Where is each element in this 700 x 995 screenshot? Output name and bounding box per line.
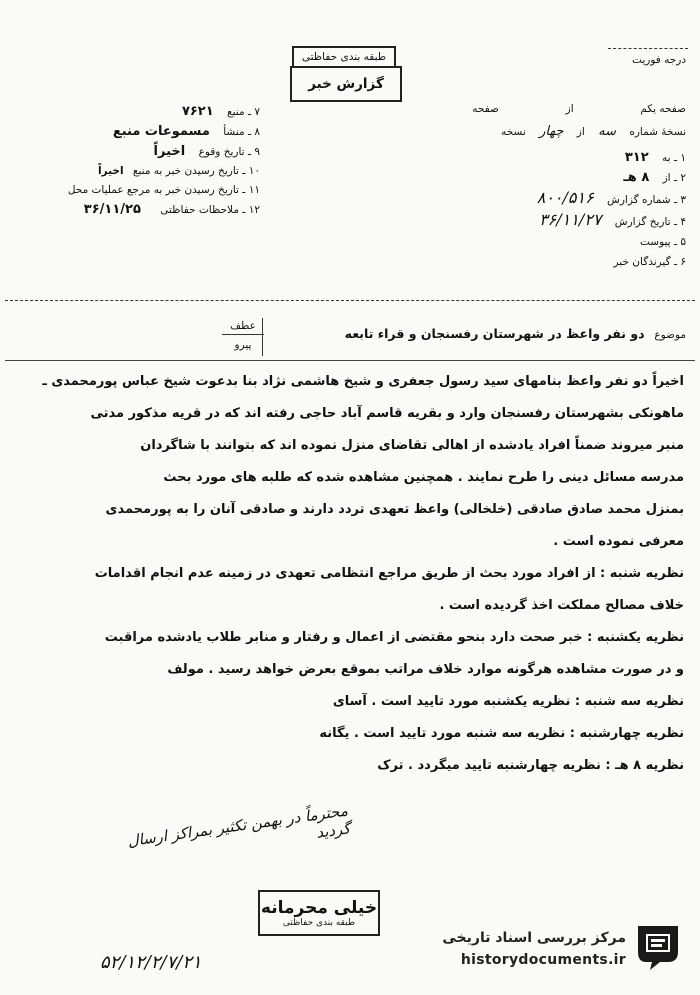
copy-total: چهار [539, 124, 564, 139]
field-security-notes [20, 200, 260, 220]
field-label: پیوست [639, 236, 671, 248]
field-num: ۴ ـ [673, 216, 686, 228]
copy-value: سه [598, 124, 616, 139]
page-line [426, 103, 686, 115]
field-recipients [386, 252, 686, 272]
body-line: نظریه شنبه : از افراد مورد بحث از طریق مراجع انتظامی تعهدی در زمینه عدم انجام اقدامات [94, 566, 684, 581]
field-report-number [386, 188, 686, 210]
field-value: ۳۱۲ [624, 150, 649, 165]
field-source [20, 102, 260, 122]
field-num: ۱ ـ [673, 152, 686, 164]
classification-stamp-top: طبقه بندی حفاظتی [292, 46, 396, 68]
field-value: ۳۶/۱۱/۲۷ [539, 210, 602, 229]
body-line: نظریه ۸ هـ : نظریه چهارشنبه تایید میگردد . ترک [377, 758, 684, 773]
body-line: ماهونکی بشهرستان رفسنجان وارد و بقریه قاسم آباد حاجی رفته اند که در قریه مذکور مدتی [90, 406, 684, 421]
field-num: ۱۲ ـ [242, 204, 260, 216]
field-num: ۳ ـ [673, 194, 686, 206]
body-line: مدرسه مسائل دینی را طرح نمایند . همچنین مشاهده شده که طلبه های مورد بحث [163, 470, 684, 485]
field-label: تاریخ رسیدن خبر به مرجع عملیات محل [67, 184, 239, 196]
field-label: تاریخ وقوع [198, 146, 245, 158]
page-from: از [565, 103, 574, 115]
reference-box [222, 320, 264, 351]
field-label: ملاحظات حفاظتی [160, 204, 239, 216]
subject-line [206, 326, 686, 341]
copy-suffix: نسخه [501, 126, 526, 138]
body-line: معرفی نموده است . [553, 534, 684, 549]
copy-label: نسخهٔ شماره [629, 126, 686, 138]
field-label: گیرندگان خبر [613, 256, 671, 268]
field-num: ۱۰ ـ [242, 165, 260, 177]
field-label: شماره گزارش [607, 194, 671, 206]
field-label: به [662, 152, 671, 164]
field-value: ۸ هـ [623, 170, 650, 185]
body-line: و در صورت مشاهده هرگونه موارد خلاف مراتب بموقع بعرض خواهد رسید . مولف [167, 662, 684, 677]
field-num: ۷ ـ [247, 106, 260, 118]
field-report-date [386, 210, 686, 232]
subject-label: موضوع [654, 329, 686, 341]
body-line: اخیراً دو نفر واعظ بنامهای سید رسول جعفری و شیخ هاشمی نژاد بنا بدعوت شیخ عباس پورمحمدی ـ [42, 374, 684, 389]
reference-divider [262, 318, 263, 356]
subject-text: دو نفر واعظ در شهرستان رفسنجان و قراء تابعه [344, 326, 645, 341]
field-value: اخیراً [153, 144, 186, 159]
field-occurrence-date [20, 142, 260, 162]
header-divider [5, 300, 695, 301]
field-num: ۹ ـ [247, 146, 260, 158]
classification-stamp-bottom [258, 890, 380, 936]
page-suffix: صفحه [472, 103, 499, 115]
reference-label: عطف [222, 320, 264, 335]
body-line: بمنزل محمد صادق صادقی (خلخالی) واعظ تعهدی تردد دارند و صادقی آنان را به پورمحمدی [105, 502, 684, 517]
field-value: اخیراً [97, 165, 124, 177]
field-value: ۷۶۲۱ [181, 104, 214, 119]
field-num: ۲ ـ [673, 172, 686, 184]
body-line: نظریه چهارشنبه : نظریه سه شنبه مورد تایید است . یگانه [319, 726, 684, 741]
watermark-url: historydocuments.ir [460, 952, 626, 968]
handwritten-note: محترماً در بهمن تکثیر بمراکز ارسال گردید [126, 801, 352, 851]
field-num: ۵ ـ [673, 236, 686, 248]
right-fields [386, 148, 686, 272]
field-label: منشأ [223, 126, 245, 138]
followup-label: پیرو [234, 339, 252, 351]
field-num: ۱۱ ـ [242, 184, 260, 196]
body-line: نظریه یکشنبه : خبر صحت دارد بنحو مقتضی از اعمال و رفتار و منابر طلاب یادشده مراقبت [104, 630, 684, 645]
field-to [386, 148, 686, 168]
field-value: مسموعات منبع [112, 124, 210, 139]
copy-line [406, 124, 686, 139]
field-label: از [662, 172, 671, 184]
report-type-stamp: گزارش خبر [290, 66, 402, 102]
page-label: صفحه یکم [640, 103, 686, 115]
field-num: ۶ ـ [673, 256, 686, 268]
field-value: ۸۰۰/۵۱۶ [536, 188, 594, 207]
field-operations-receipt-date [20, 181, 260, 200]
classification-level: خیلی محرمانه [260, 898, 378, 918]
watermark-title: مرکز بررسی اسناد تاریخی [442, 930, 626, 946]
body-line: نظریه سه شنبه : نظریه یکشنبه مورد تایید است . آسای [332, 694, 684, 709]
priority-divider [608, 48, 688, 49]
field-num: ۸ ـ [247, 126, 260, 138]
field-label: تاریخ رسیدن خبر به منبع [132, 165, 239, 177]
bottom-date: ۵۲/۱۲/۲/۷/۲۱ [100, 952, 202, 973]
left-fields [20, 102, 260, 220]
field-value: ۳۶/۱۱/۲۵ [83, 202, 141, 217]
classification-caption: طبقه بندی حفاظتی [282, 918, 356, 928]
field-origin [20, 122, 260, 142]
field-label: تاریخ گزارش [614, 216, 671, 228]
field-source-receipt-date [20, 162, 260, 181]
field-label: منبع [227, 106, 245, 118]
field-attachment [386, 232, 686, 252]
subject-divider [5, 360, 695, 361]
body-line: منبر میروند ضمناً افراد یادشده از اهالی تقاضای منزل نموده اند که بتوانند با شاگردان [140, 438, 684, 453]
copy-from: از [576, 126, 585, 138]
body-line: خلاف مصالح مملکت اخذ گردیده است . [439, 598, 684, 613]
archive-logo-icon [632, 918, 686, 972]
priority-label: درجه فوریت [632, 54, 686, 66]
field-from [386, 168, 686, 188]
